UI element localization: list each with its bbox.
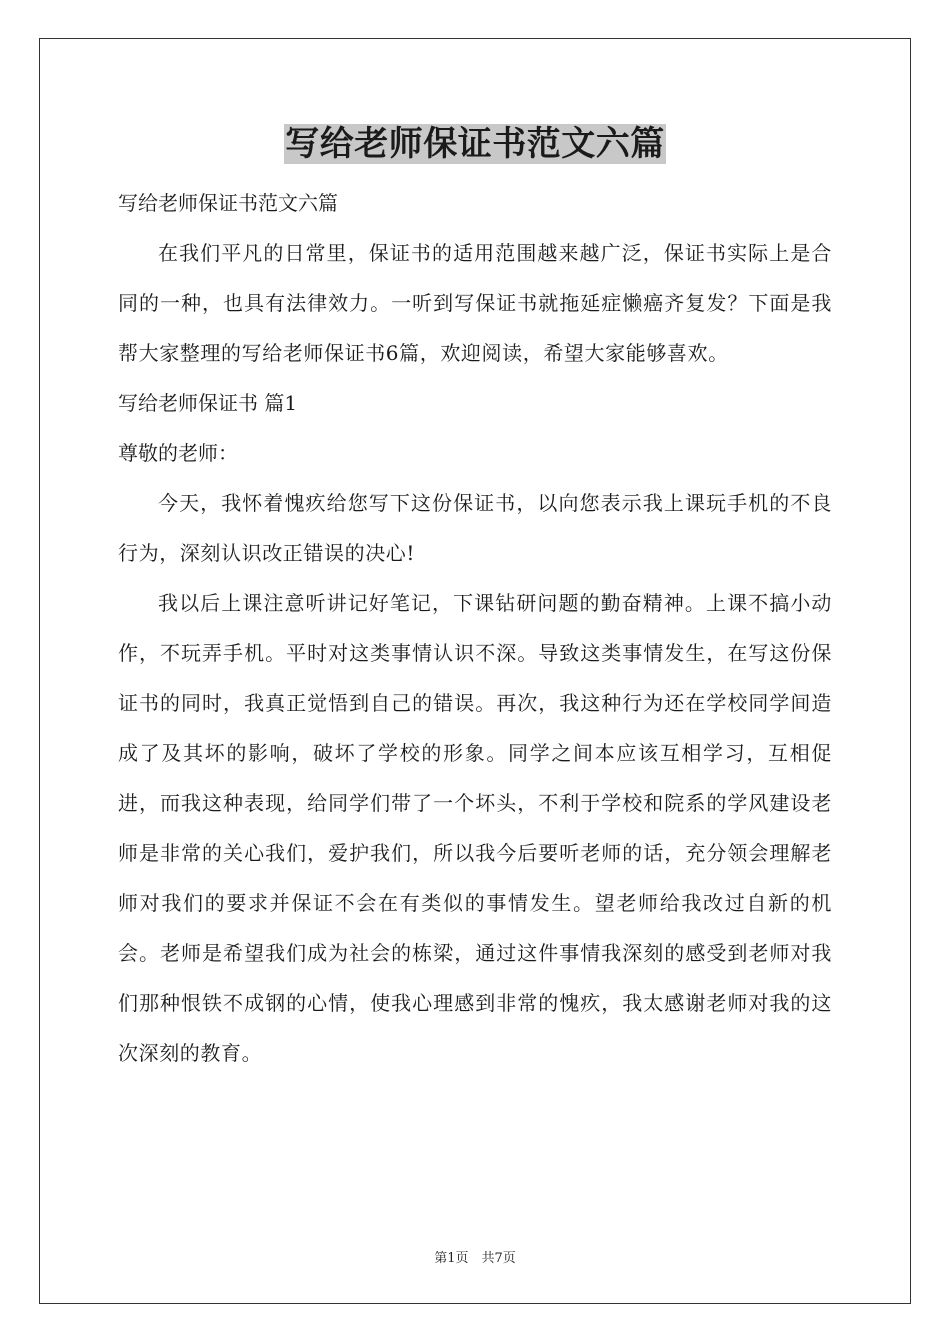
section-heading: 写给老师保证书 篇1 (118, 391, 298, 415)
document-title-text: 写给老师保证书范文六篇 (285, 124, 665, 164)
document-title (118, 120, 832, 168)
page-footer: 第1页 共7页 (434, 1251, 516, 1266)
intro-paragraph: 在我们平凡的日常里，保证书的适用范围越来越广泛，保证书实际上是合同的一种，也具有法律效力。一听到写保证书就拖延症懒癌齐复发？下面是我帮大家整理的写给老师保证书6篇，欢迎阅读，希望大家能够喜欢。 (118, 241, 832, 365)
document-subtitle: 写给老师保证书范文六篇 (118, 191, 338, 215)
body-paragraph-2: 我以后上课注意听讲记好笔记，下课钻研问题的勤奋精神。上课不搞小动作，不玩弄手机。平时对这类事情认识不深。导致这类事情发生，在写这份保证书的同时，我真正觉悟到自己的错误。再次，我这种行为还在学校同学间造成了及其坏的影响，破坏了学校的形象。同学之间本应该互相学习，互相促进，而我这种表现，给同学们带了一个坏头，不利于学校和院系的学风建设老师是非常的关心我们，爱护我们，所以我今后要听老师的话，充分领会理解老师对我们的要求并保证不会在有类似的事情发生。望老师给我改过自新的机会。老师是希望我们成为社会的栋梁，通过这件事情我深刻的感受到老师对我们那种恨铁不成钢的心情，使我心理感到非常的愧疚，我太感谢老师对我的这次深刻的教育。 (118, 591, 832, 1065)
document-body (118, 120, 832, 1078)
salutation: 尊敬的老师： (118, 441, 238, 465)
body-paragraph-1: 今天，我怀着愧疚给您写下这份保证书，以向您表示我上课玩手机的不良行为，深刻认识改正错误的决心! (118, 491, 832, 565)
